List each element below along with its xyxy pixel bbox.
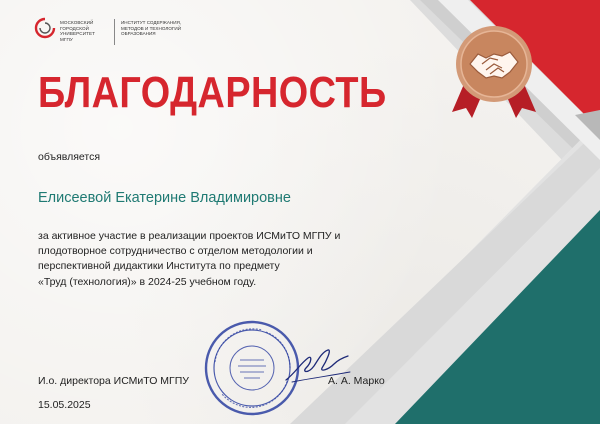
- institute-name: ИНСТИТУТ СОДЕРЖАНИЯ, МЕТОДОВ И ТЕХНОЛОГИЙ ОБРАЗОВАНИЯ: [121, 20, 182, 37]
- issue-date: 15.05.2025: [38, 399, 91, 411]
- logo-divider: [114, 19, 115, 45]
- certificate-title: БЛАГОДАРНОСТЬ: [38, 68, 387, 117]
- handshake-icon: [444, 18, 544, 118]
- logo-block: [34, 16, 201, 45]
- announce-text: объявляется: [38, 151, 101, 163]
- certificate-body: за активное участие в реализации проектов ИСМиТО МГПУ и плодотворное сотрудничество с отделом методологии и перспективной дидактики Института по предмету «Труд (технология)» в 2024-25 учебном году.: [38, 230, 341, 288]
- signer-name: А. А. Марко: [328, 375, 385, 387]
- signer-position: И.о. директора ИСМиТО МГПУ: [38, 375, 189, 387]
- university-logo-icon: [34, 17, 56, 39]
- recipient-name: Елисеевой Екатерине Владимировне: [38, 190, 291, 206]
- university-name: МОСКОВСКИЙ ГОРОДСКОЙ УНИВЕРСИТЕТ МГПУ: [60, 20, 96, 42]
